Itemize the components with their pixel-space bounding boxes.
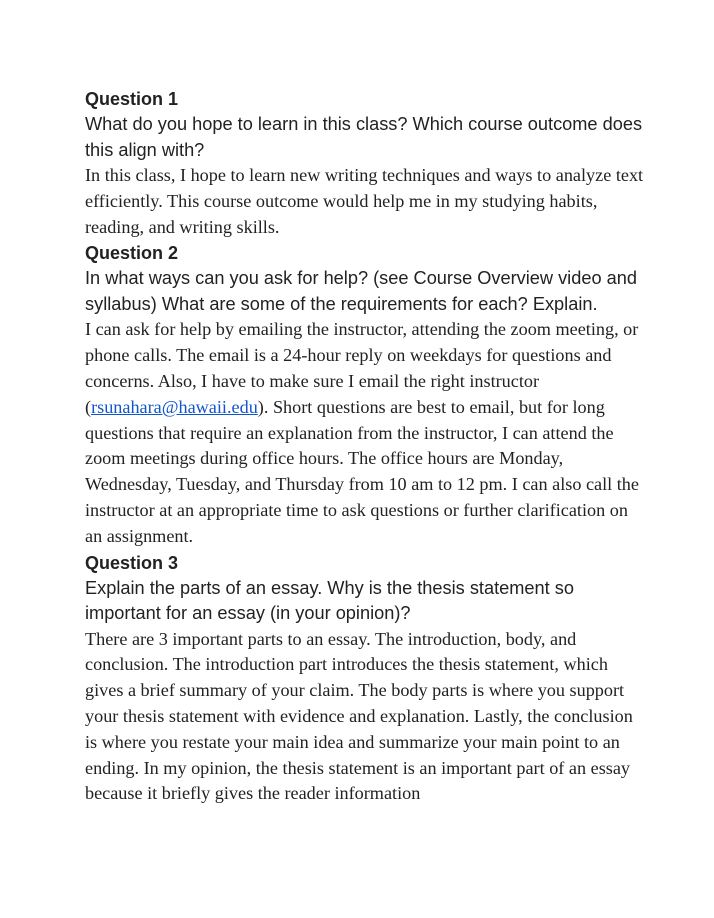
question-1-section [85, 86, 645, 240]
document-page [85, 86, 645, 807]
question-2-heading: Question 2 [85, 243, 179, 264]
question-2-prompt: In what ways can you ask for help? (see Course Overview video and syllabus) What are some of the requirements for each? Explain. [85, 268, 637, 314]
question-2-answer-part-2: ). Short questions are best to email, but for long questions that require an explanation from the instructor, I can attend the zoom meetings during office hours. The office hours are Monday, Wednesday, Tuesday, and Thursday from 10 am to 12 pm. I can also call the instructor at an appropriate time to ask questions or further clarification on an assignment. [85, 396, 639, 546]
question-3-section [85, 550, 645, 808]
question-3-prompt: Explain the parts of an essay. Why is the thesis statement so important for an essay (in your opinion)? [85, 577, 574, 624]
instructor-email-link[interactable]: rsunahara@hawaii.edu [91, 396, 258, 417]
question-2-answer-part-1: I can ask for help by emailing the instructor, attending the zoom meeting, or phone calls. The email is a 24-hour reply on weekdays for questions and concerns. Also, I have to make sure I email the right instructor ( [85, 319, 639, 417]
question-1-prompt: What do you hope to learn in this class? Which course outcome does this align with? [85, 114, 643, 160]
question-3-answer: There are 3 important parts to an essay. The introduction, body, and conclusion. The introduction part introduces the thesis statement, which gives a brief summary of your claim. The body parts is where you support your thesis statement with evidence and explanation. Lastly, the conclusion is where you restate your main idea and summarize your main point to an ending. In my opinion, the thesis statement is an important part of an essay because it briefly gives the reader information [85, 628, 633, 804]
question-3-heading: Question 3 [85, 552, 179, 573]
question-2-section [85, 240, 645, 549]
question-1-heading: Question 1 [85, 89, 179, 109]
question-2-answer [85, 317, 645, 549]
question-1-answer: In this class, I hope to learn new writing techniques and ways to analyze text efficiently. This course outcome would help me in my studying habits, reading, and writing skills. [85, 165, 644, 237]
